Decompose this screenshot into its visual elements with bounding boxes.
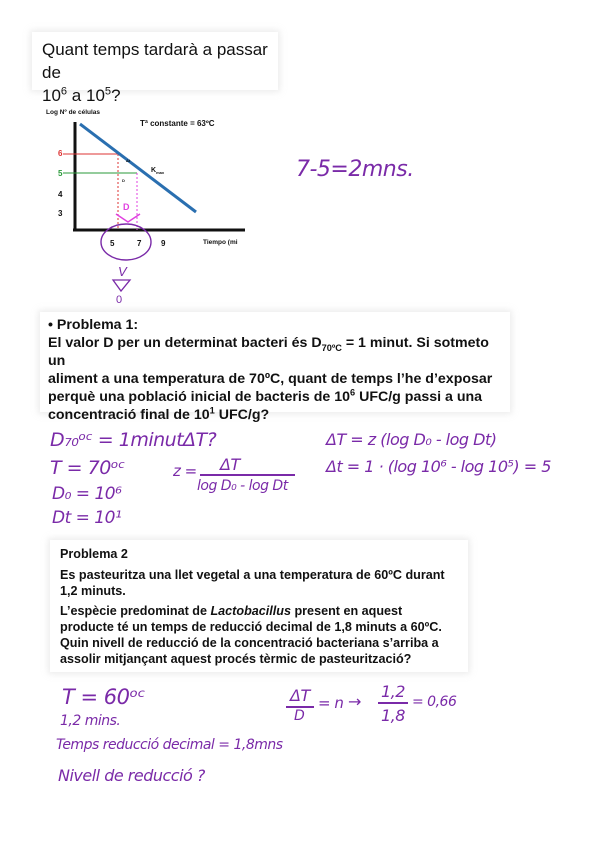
hw2-result: = 0,66	[412, 694, 457, 710]
graph-xlabel: Tiempo (mi	[203, 239, 238, 246]
graph-ylabel: Log Nº de células	[46, 109, 101, 116]
hw1-frac-den: log D₀ - log Dt	[197, 478, 288, 494]
hw1-d70: D₇₀ᵒᶜ = 1minut	[50, 429, 184, 451]
y-tick-4: 4	[58, 190, 63, 199]
d-bracket	[116, 214, 140, 222]
hw2-treduccio: Temps reducció decimal = 1,8mns	[56, 737, 283, 753]
hw2-eq-n: = n	[318, 694, 344, 712]
question-1-line1: Quant temps tardarà a passar de	[42, 40, 268, 82]
problem-1-line1: El valor D per un determinat bacteri és $D_{70ºC} = 1$ minut. Si sotmeto un	[48, 335, 489, 369]
decline-line	[80, 124, 196, 212]
hw-right-result: 7-5=2mns.	[296, 157, 414, 182]
problem-1-box	[40, 312, 510, 423]
hw2-t60: T = 60ᵒᶜ	[62, 685, 145, 709]
hw2-num2: 1,2	[381, 682, 405, 701]
question-1-line2: $10^6$ a $10^5$?	[42, 85, 121, 105]
hw-v: V	[118, 264, 127, 279]
y-tick-6: 6	[58, 149, 63, 158]
problem-2-para2: L’espècie predominat de Lactobacillus present en aquest producte té un temps de reducció decimal de 1,8 minuts a 60ºC. Quin nivell de reducció de la concentració bacteriana s’arriba a assolir mitjançant aquest procés tèrmic de pasteurització?	[60, 604, 442, 666]
hw1-eq1: ΔT = z (log D₀ - log Dt)	[326, 430, 497, 449]
hw1-dt: Dt = 10¹	[52, 508, 122, 528]
problem-2-para1: Es pasteuritza una llet vegetal a una temperatura de 60ºC durant 1,2 minuts.	[60, 568, 445, 598]
hw2-frac-num: ΔT	[290, 686, 310, 705]
problem-1-line2: aliment a una temperatura de 70ºC, quant de temps l’he d’exposar	[48, 371, 493, 387]
annot-small: Δt	[126, 158, 131, 163]
graph-k-label: $K_{max}$	[151, 167, 165, 175]
hw2-frac2-bar	[378, 702, 408, 704]
problem-2-box	[50, 540, 468, 672]
problem-1-title: • Problema 1:	[48, 317, 139, 333]
hw1-t70: T = 70ᵒᶜ	[50, 457, 125, 479]
annot-small2: D	[122, 178, 125, 183]
hw1-frac-bar	[200, 474, 295, 476]
x-tick-5: 5	[110, 239, 115, 248]
x-tick-9: 9	[161, 239, 166, 248]
x-tick-7: 7	[137, 239, 142, 248]
y-tick-5: 5	[58, 169, 63, 178]
question-1-box	[32, 32, 278, 105]
hw2-nivell: Nivell de reducció ?	[58, 766, 205, 785]
y-tick-3: 3	[58, 209, 63, 218]
hw2-frac-den: D	[294, 708, 305, 724]
graph-title: Tª constante = 63ºC	[140, 119, 215, 128]
hw1-d0: D₀ = 10⁶	[52, 484, 122, 504]
problem-2-title: Problema 2	[60, 547, 128, 561]
hw-zero: 0	[116, 294, 123, 306]
hw1-eq2: Δt = 1 · (log 10⁶ - log 10⁵) = 5	[326, 457, 551, 476]
hw2-arrow: →	[348, 692, 361, 711]
hw1-delta-t: ΔT?	[183, 429, 217, 451]
hw1-frac-num: ΔT	[220, 455, 240, 474]
problem-1-line3: perquè una població inicial de bacteris de $10^6$ UFC/g passi a una	[48, 387, 483, 405]
hw2-den2: 1,8	[381, 706, 405, 725]
hw2-mins: 1,2 mins.	[60, 713, 121, 729]
problem-1-line4: concentració final de $10^1$ UFC/g?	[48, 405, 270, 423]
hw-triangle	[113, 280, 130, 291]
graph-d-label: D	[123, 202, 130, 212]
survival-curve-graph	[40, 100, 252, 308]
hw1-frac-lhs: z =	[173, 462, 197, 480]
